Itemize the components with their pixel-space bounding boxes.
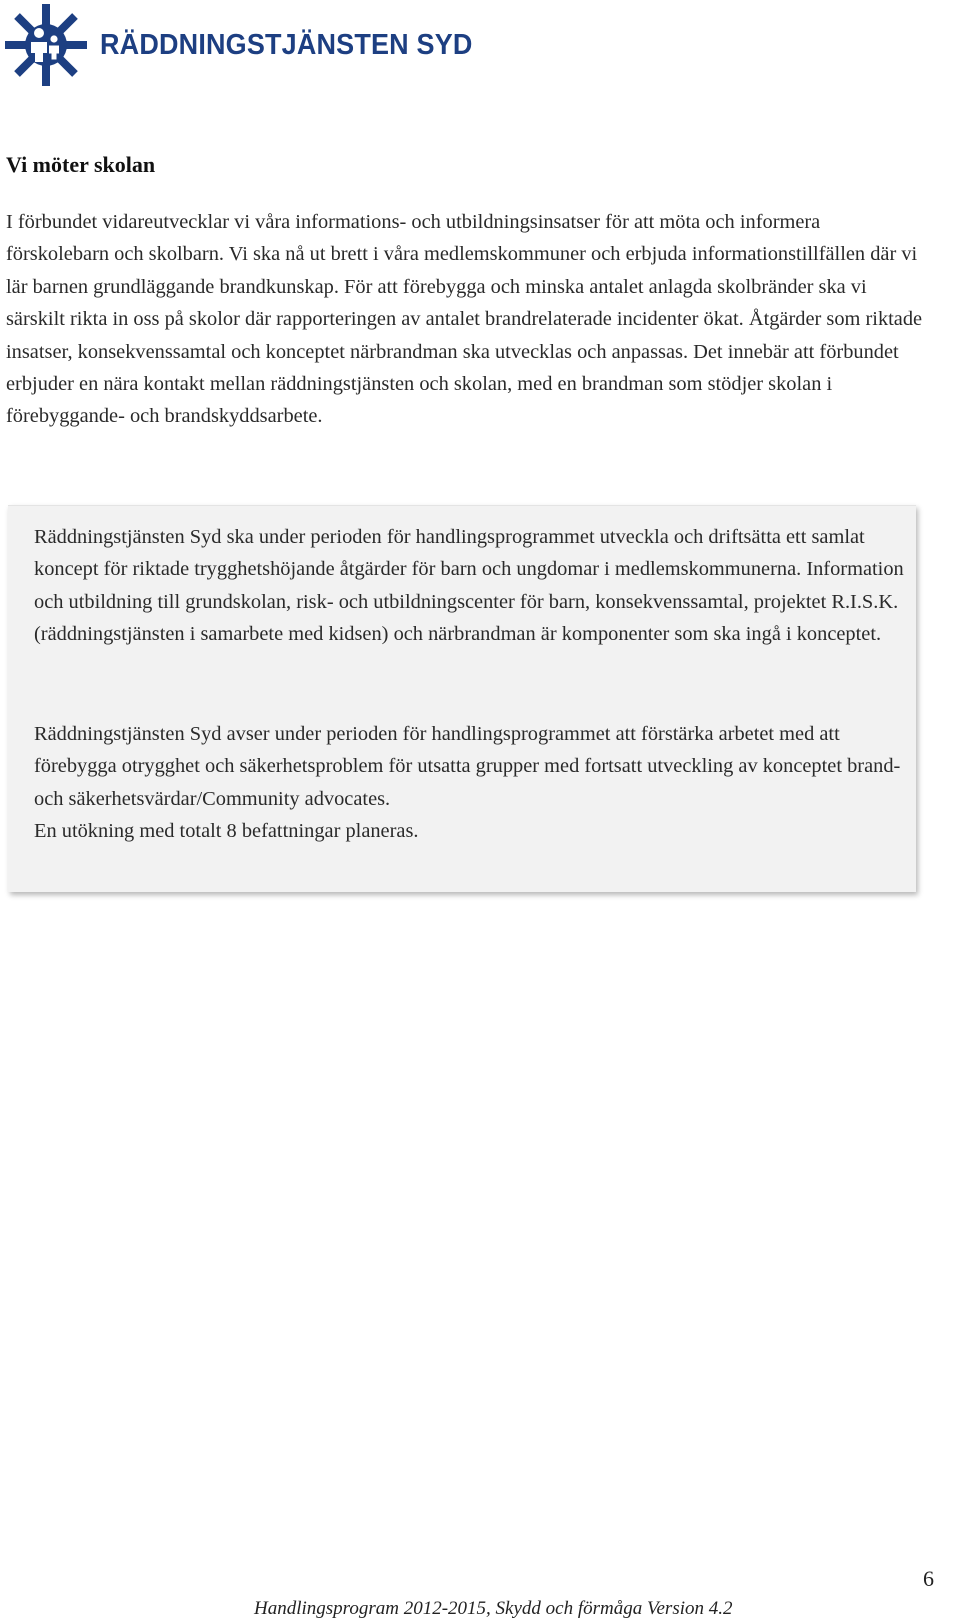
highlight-paragraph-1: Räddningstjänsten Syd ska under perioden för handlingsprogrammet utveckla och driftsätta ett samlat koncept för riktade trygghetshöjande åtgärder för barn och ungdomar i medlemskommunerna. Information och utbildning till grundskolan, risk- och utbildningscenter för barn, konsekvenssamtal, projektet R.I.S.K. (räddningstjänsten i samarbete med kidsen) och närbrandman är komponenter som ska ingå i konceptet.	[34, 526, 904, 646]
highlight-paragraph-2-last-line: En utökning med totalt 8 befattningar planeras.	[34, 820, 419, 843]
section-heading: Vi möter skolan	[6, 152, 156, 177]
highlight-paragraph-2	[34, 718, 904, 848]
raddningstjansten-syd-emblem-icon	[4, 3, 88, 87]
page-footer: Handlingsprogram 2012-2015, Skydd och förmåga Version 4.2	[254, 1598, 733, 1619]
body-paragraph: I förbundet vidareutvecklar vi våra informations- och utbildningsinsatser för att möta och informera förskolebarn och skolbarn. Vi ska nå ut brett i våra medlemskommuner och erbjuda informationstillfällen där vi lär barnen grundläggande brandkunskap. För att förebygga och minska antalet anlagda skolbränder ska vi särskilt rikta in oss på skolor där rapporteringen av antalet brandrelaterade incidenter ökat. Åtgärder som riktade insatser, konsekvenssamtal och konceptet närbrandman ska utvecklas och anpassas. Det innebär att förbundet erbjuder en nära kontakt mellan räddningstjänsten och skolan, med en brandman som stödjer skolan i förebyggande- och brandskyddsarbete.	[6, 211, 923, 428]
highlight-box	[8, 505, 916, 892]
page-number: 6	[923, 1566, 934, 1591]
logo	[4, 2, 501, 88]
logo-text: RÄDDNINGSTJÄNSTEN SYD	[100, 28, 473, 61]
highlight-paragraph-2-main: Räddningstjänsten Syd avser under perioden för handlingsprogrammet att förstärka arbetet med att förebygga otrygghet och säkerhetsproblem för utsatta grupper med fortsatt utveckling av konceptet brand- och säkerhetsvärdar/Community advocates.	[34, 723, 901, 810]
